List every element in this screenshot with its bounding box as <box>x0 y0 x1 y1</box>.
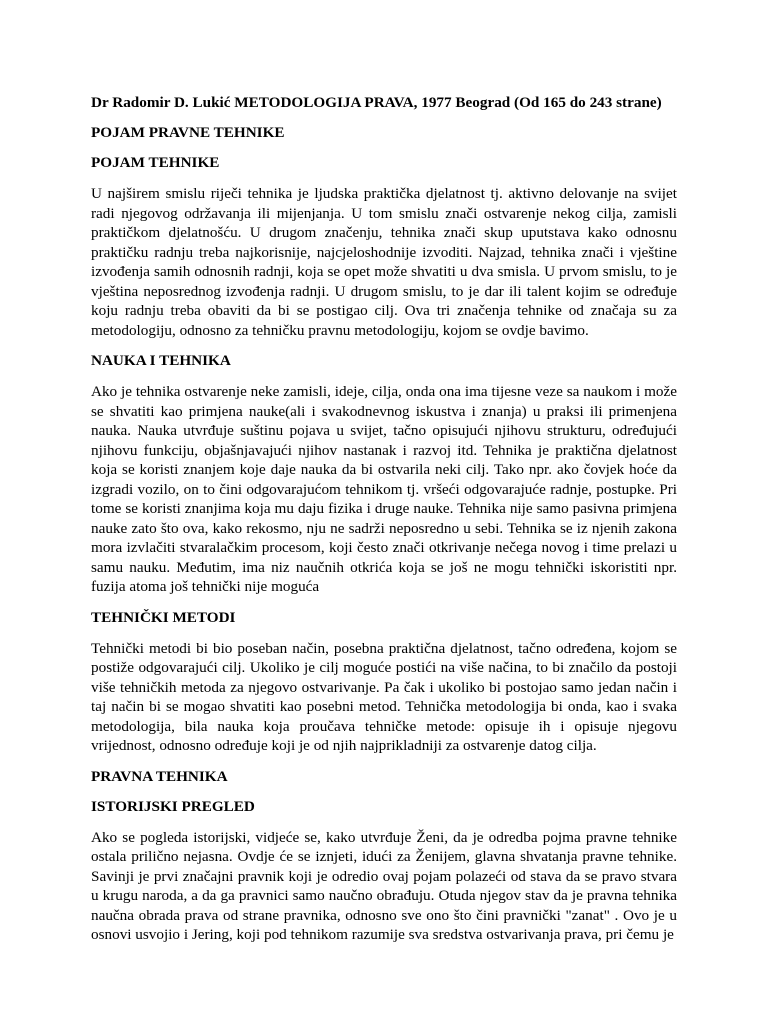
paragraph-pojam-tehnike: U najširem smislu riječi tehnika je ljudska praktička djelatnost tj. aktivno delovanje na svijet radi njegovog održavanja ili mijenjanja. U tom smislu znači ostvarenje nekog cilja, zamisli praktičkom djelatnošću. U drugom značenju, tehnika znači skup uputstava kako odnosnu praktičku radnju treba najkorisnije, najcjeloshodnije izvoditi. Najzad, tehnika znači i vještine izvođenja samih odnosnih radnji, koja se opet može shvatiti u dva smisla. U prvom smislu, to je vještina neposrednog izvođenja radnji. U drugom smislu, to je dar ili talent kojim se određuje koju radnju treba obaviti da bi se postigao cilj. Ova tri značenja tehnike od značaja su za metodologiju, odnosno za tehničku pravnu metodologiju, kojom se ovdje bavimo. <box>91 185 677 339</box>
heading-nauka-i-tehnika: NAUKA I TEHNIKA <box>91 352 231 369</box>
heading-pravna-tehnika: PRAVNA TEHNIKA <box>91 767 228 785</box>
paragraph-tehnicki-metodi: Tehnički metodi bi bio poseban način, posebna praktična djelatnost, tačno određena, kojom se postiže odgovarajući cilj. Ukoliko je cilj moguće postići na više načina, to bi značilo da postoji više tehničkih metoda za njegovo ostvarivanje. Pa čak i ukoliko bi postojao samo jedan način i taj način bi se mogao shvatiti kao posebni metod. Tehnička metodologija bi onda, kao i svaka metodologija, bila nauka koja proučava tehničke metode: opisuje ih i opisuje njegovu vrijednost, odnosno određuje koji je od njih najprikladniji za ostvarenje datog cilja. <box>91 639 677 754</box>
heading-pojam-pravne-tehnike: POJAM PRAVNE TEHNIKE <box>91 124 285 141</box>
document-title: Dr Radomir D. Lukić METODOLOGIJA PRAVA, 1977 Beograd (Od 165 do 243 strane) <box>91 94 662 111</box>
heading-pojam-tehnike: POJAM TEHNIKE <box>91 154 220 171</box>
heading-istorijski-pregled: ISTORIJSKI PREGLED <box>91 797 255 815</box>
paragraph-istorijski-pregled: Ako se pogleda istorijski, vidjeće se, kako utvrđuje Ženi, da je odredba pojma pravne tehnike ostala prilično nejasna. Ovdje će se iznjeti, idući za Ženijem, glavna shvatanja pravne tehnike. Savinji je prvi značajni pravnik koji je odredio ovaj pojam polazeći od stava da se pravo stvara u krugu naroda, a da ga pravnici samo naučno obrađuju. Otuda njegov stav da je pravna tehnika naučna obrada prava od strane pravnika, odnosno sve ono što čini pravnički "zanat" . Ovo je u osnovi usvojio i Jering, koji pod tehnikom razumije sva sredstva ostvarivanja prava, pri čemu je <box>91 828 677 943</box>
heading-tehnicki-metodi: TEHNIČKI METODI <box>91 608 236 626</box>
paragraph-nauka-i-tehnika: Ako je tehnika ostvarenje neke zamisli, ideje, cilja, onda ona ima tijesne veze sa naukom i može se shvatiti kao primjena nauke(ali i svakodnevnog iskustva i znanja) u praksi ili primenjena nauka. Nauka utvrđuje suštinu pojava u svijet, tačno opisujući njihovu strukturu, određujući njihovu funkciju, objašnjavajući njihov nastanak i razvoj itd. Tehnika je praktična djelatnost koja se koristi znanjem koje daje nauka da bi ostvarila neki cilj. Tako npr. ako čovjek hoće da izgradi vozilo, on to čini odgovarajućom tehnikom tj. vršeći odgovarajuće radnje, postupke. Pri tome se koristi znanjima koja mu daju fizika i druge nauke. Tehnika nije samo pasivna primjena nauke zato što ova, kako rekosmo, nju ne sadrži neposredno u sebi. Tehnika se iz njenih zakona mora izvlačiti stvaralačkim procesom, koji često znači otkrivanje nečega novog i time prelazi u samu nauku. Međutim, ima niz naučnih otkrića koja se još ne mogu tehnički iskoristiti npr. fuzija atoma još tehnički nije moguća <box>91 383 677 595</box>
